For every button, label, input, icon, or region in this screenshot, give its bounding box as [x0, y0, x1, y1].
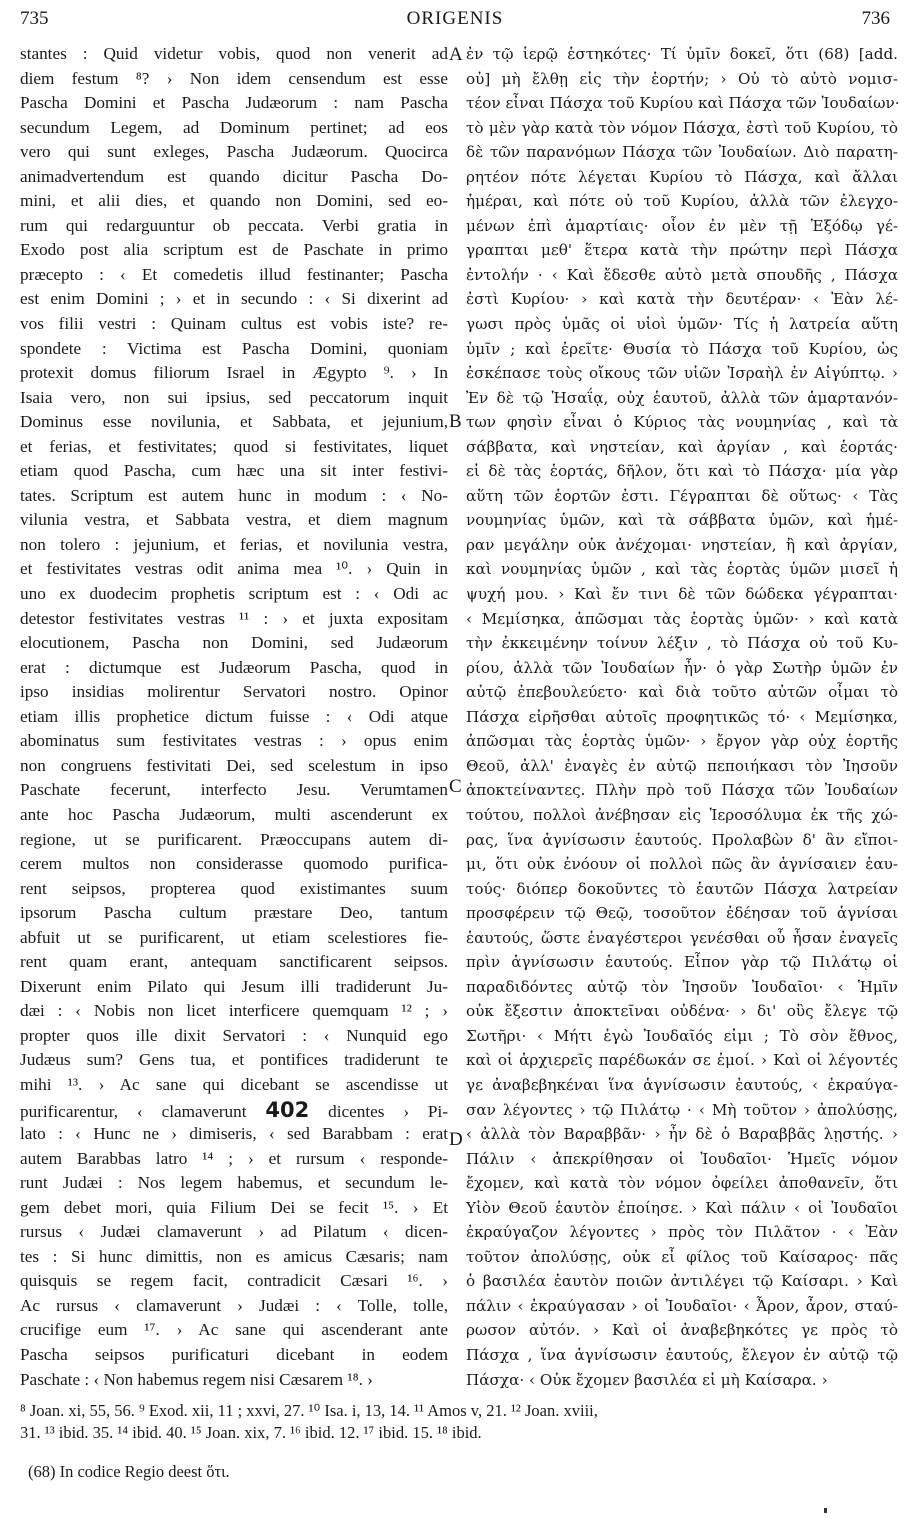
greek-line: ἐκραύγαζον λέγοντες › πρὸς τὸν Πιλᾶτον · ‹ Ἐὰν	[466, 1223, 898, 1242]
greek-line: Πάλιν ‹ ἀπεκρίθησαν οἱ Ἰουδαῖοι· Ἡμεῖς νόμον	[466, 1149, 898, 1168]
greek-line: ἀποκτείναντες. Πλὴν πρὸ τοῦ Πάσχα τῶν Ἰουδαίων	[466, 781, 898, 800]
greek-line: ἐσκέπασε τοὺς οἴκους τῶν υἱῶν Ἰσραὴλ ἐν Αἰγύπτῳ. ›	[466, 364, 898, 383]
greek-line: ἐντολήν · ‹ Καὶ ἔδεσθε αὐτὸ μετὰ σπουδῆς , Πάσχα	[466, 265, 898, 284]
greek-column	[466, 42, 900, 1389]
latin-line: et festivitates vestras odit anima mea ¹⁰. › Quin in	[20, 559, 448, 579]
greek-line: σάββατα, καὶ νηστείαν, καὶ ἀργίαν , καὶ ἑορτάς·	[466, 437, 898, 456]
greek-line: οὐκ ἔξεστιν ἀποκτεῖναι οὐδένα· › δι' οὓς ἔλεγε τῷ	[466, 1002, 898, 1021]
latin-line: vos filii vestri : Quinam cultus est vobis iste? re-	[20, 314, 448, 334]
critical-note: (68) In codice Regio deest ὅτι.	[28, 1462, 230, 1481]
latin-line: elocutionem, Pascha non Domini, sed Judæorum	[20, 633, 448, 653]
latin-line: spondete : Victima est Pascha Domini, quoniam	[20, 338, 448, 358]
speck	[824, 1508, 827, 1513]
greek-line: πάλιν ‹ ἐκραύγασαν › οἱ Ἰουδαῖοι· ‹ Ἆρον, ἆρον, σταύ-	[466, 1296, 898, 1315]
greek-line: ραν μεγάλην οὐκ ἀνέχομαι· νηστείαν, ἢ καὶ ἀργίαν,	[466, 535, 898, 554]
latin-line: purificarentur, ‹ clamaverunt 402 dicentes › Pi-	[20, 1097, 448, 1122]
latin-line: Paschate fecerunt, interfecto Jesu. Verumtamen	[20, 780, 448, 800]
greek-line: ἀπῶσμαι τὰς ἑορτὰς ὑμῶν· › ἔργον γὰρ οὐχ ἑορτῆς	[466, 732, 898, 751]
latin-line: ipsorum Pascha cultum præstare Deo, tantum	[20, 903, 448, 923]
greek-line: οὐ] μὴ ἔλθῃ εἰς τὴν ἑορτήν; › Οὐ τὸ αὐτὸ νομισ-	[466, 69, 898, 88]
latin-line: Pascha Domini et Pascha Judæorum : nam Pascha	[20, 93, 448, 113]
greek-line: ρωσον αὐτόν. › Καὶ οἱ ἀναβεβηκότες γε πρὸς τὸ	[466, 1321, 898, 1340]
latin-line: præcepto : ‹ Et comedetis illud festinanter; Pascha	[20, 264, 448, 284]
latin-line: lato : ‹ Hunc ne › dimiseris, ‹ sed Barabbam : erat	[20, 1124, 448, 1144]
greek-line: μένων ἐπὶ ἁμαρτίαις· οἷον ἐν μὲν τῇ Ἐξόδῳ γέ-	[466, 216, 898, 235]
latin-line: stantes : Quid videtur vobis, quod non venerit ad	[20, 44, 448, 63]
greek-line: νουμηνίας ὑμῶν, καὶ τὰ σάββατα ὑμῶν, καὶ ἡμέ-	[466, 511, 898, 530]
section-marker-b: B	[449, 411, 462, 432]
greek-line: ‹ Μεμίσηκα, ἀπῶσμαι τὰς ἑορτὰς ὑμῶν· › καὶ κατὰ	[466, 609, 898, 628]
greek-line: ψυχή μου. › Καὶ ἔν τινι δὲ τῶν δώδεκα γέγραπται·	[466, 585, 898, 604]
greek-line: σαν λέγοντες › τῷ Πιλάτῳ · ‹ Μὴ τοῦτον › ἀπολύσῃς,	[466, 1100, 898, 1119]
greek-line: καὶ οἱ ἀρχιερεῖς παρέδωκάν σε ἐμοί. › Καὶ οἱ λέγοντές	[466, 1051, 898, 1070]
latin-line: ante hoc Pascha Judæorum, multi ascenderunt ex	[20, 804, 448, 824]
page-number-left: 735	[20, 8, 49, 29]
greek-line: τούς· διόπερ δοκοῦντες τὸ ἑαυτῶν Πάσχα λατρείαν	[466, 879, 898, 898]
running-head	[20, 8, 890, 38]
greek-line: Θεοῦ, ἀλλ' ἐναγὲς ἐν αὐτῷ πεποιήκασι τὸν Ἰησοῦν	[466, 756, 898, 775]
latin-line: diem festum ⁸? › Non idem censendum est esse	[20, 68, 448, 88]
greek-line: τὸ μὲν γὰρ κατὰ τὸν νόμον Πάσχα, ἐστὶ τοῦ Κυρίου, τὸ	[466, 118, 898, 137]
greek-line: ἐν τῷ ἱερῷ ἑστηκότες· Τί ὑμῖν δοκεῖ, ὅτι (68) [add.	[466, 45, 898, 63]
latin-line: propter quos ille dixit Servatori : ‹ Nunquid ego	[20, 1025, 448, 1045]
column-number: 402	[265, 1097, 310, 1122]
greek-line: εἰ δὲ τὰς ἑορτάς, δῆλον, ὅτι καὶ τὸ Πάσχα· μία γὰρ	[466, 462, 898, 481]
latin-line: detestor festivitates vestras ¹¹ : › et juxta expositam	[20, 608, 448, 628]
greek-line: ρητέον πότε λέγεται Κυρίου τὸ Πάσχα, καὶ ἄλλαι	[466, 167, 898, 186]
latin-line: etiam quod Pascha, cum hæc una sit inter festivi-	[20, 461, 448, 481]
greek-line: προσφέρειν τῷ Θεῷ, τοσοῦτον ἐδέησαν τοῦ ἁγνίσαι	[466, 904, 898, 923]
latin-line: rum qui redarguuntur ob peccata. Verbi gratia in	[20, 215, 448, 235]
latin-line: Isaia vero, non sui ipsius, sed peccatorum inquit	[20, 387, 448, 407]
latin-line: Paschate : ‹ Non habemus regem nisi Cæsarem ¹⁸. ›	[20, 1369, 373, 1389]
greek-line: δὲ τῶν παρανόμων Πάσχα τῶν Ἰουδαίων. Διὸ παρατη-	[466, 143, 898, 162]
footnote-line: 31. ¹³ ibid. 35. ¹⁴ ibid. 40. ¹⁵ Joan. xix, 7. ¹⁶ ibid. 12. ¹⁷ ibid. 15. ¹⁸ ibid.	[20, 1423, 482, 1442]
greek-line: παραδιδόντες αὐτῷ τὸν Ἰησοῦν Ἰουδαῖοι· ‹ Ἡμῖν	[466, 977, 898, 996]
greek-line: μι, ὅτι οὐκ ἐνόουν οἱ πολλοὶ πῶς ἂν ἁγνίσαιεν ἑαυ-	[466, 855, 898, 874]
latin-line: dæi : ‹ Nobis non licet interficere quemquam ¹² ; ›	[20, 1001, 448, 1021]
latin-line: quisquis se regem facit, contradicit Cæsari ¹⁶. ›	[20, 1271, 448, 1291]
latin-column	[20, 42, 448, 1389]
section-marker-a: A	[449, 44, 463, 65]
greek-line: Πάσχα , ἵνα ἁγνίσωσιν ἑαυτούς, ἔλεγον ἐν αὐτῷ τῷ	[466, 1345, 898, 1364]
greek-line: Υἱὸν Θεοῦ ἑαυτὸν ἐποίησε. › Καὶ πάλιν ‹ οἱ Ἰουδαῖοι	[466, 1198, 898, 1217]
greek-line: γε ἀναβεβηκέναι ἵνα ἁγνίσωσιν ἑαυτούς, ‹ ἐκραύγα-	[466, 1075, 898, 1094]
latin-line: non congruens festivitati Dei, sed scelestum in ipso	[20, 755, 448, 775]
greek-line: ἔχομεν, καὶ κατὰ τὸν νόμον ὀφείλει ἀποθανεῖν, ὅτι	[466, 1174, 898, 1193]
greek-line: ρίου, ἀλλὰ τῶν Ἰουδαίων ἦν· ὁ γὰρ Σωτὴρ ὑμῶν ἐν	[466, 658, 898, 677]
greek-line: ὁ βασιλέα ἑαυτὸν ποιῶν ἀντιλέγει τῷ Καίσαρι. › Καὶ	[466, 1272, 898, 1291]
latin-line: rent seipsos, propterea quod existimantes suum	[20, 878, 448, 898]
latin-line: secundum Legem, ad Dominum pertinet; ad eos	[20, 117, 448, 137]
section-marker-d: D	[449, 1129, 463, 1150]
greek-line: ρας, ἵνα ἁγνίσωσιν ἑαυτούς. Προλαβὼν δ' ἂν εἴποι-	[466, 830, 898, 849]
greek-line: ἑαυτούς, ὥστε ἐναγέστεροι γενέσθαι οὗ ἦσαν ἐναγεῖς	[466, 928, 898, 947]
latin-line: rursus ‹ Judæi clamaverunt › ad Pilatum ‹ dicen-	[20, 1222, 448, 1242]
greek-line: αὐτῷ ἐπεβουλεύετο· καὶ διὰ τοῦτο αὐτῶν οἶμαι τὸ	[466, 683, 898, 702]
greek-line: των φησὶν εἶναι ὁ Κύριος τὰς νουμηνίας , καὶ τὰ	[466, 413, 898, 432]
greek-line: αὕτη τῶν ἑορτῶν ἐστι. Γέγραπται δὲ οὕτως· ‹ Τὰς	[466, 486, 898, 505]
latin-line: Dixerunt enim Pilato qui Jesum illi tradiderunt Ju-	[20, 976, 448, 996]
latin-line: crucifige eum ¹⁷. › Ac sane qui ascenderant ante	[20, 1320, 448, 1340]
page-number-right: 736	[861, 8, 890, 29]
latin-line: Dominus esse novilunia, et Sabbata, et jejunium,	[20, 412, 448, 432]
greek-line: γωσι πρὸς ὑμᾶς οἱ υἱοὶ ὑμῶν· Τίς ἡ λατρεία αὕτη	[466, 315, 898, 334]
latin-line: erat : dictumque est Judæorum Pascha, quod in	[20, 657, 448, 677]
latin-line: mihi ¹³. › Ac sane qui dicebant se ascendisse ut	[20, 1074, 448, 1094]
latin-line: cerem multos non considerasse quomodo purifica-	[20, 854, 448, 874]
footnotes	[20, 1400, 890, 1444]
greek-line: Πάσχα· ‹ Οὐκ ἔχομεν βασιλέα εἰ μὴ Καίσαρα. ›	[466, 1370, 828, 1389]
greek-line: Πάσχα εἰρῆσθαι αὐτοῖς προφητικῶς τό· ‹ Μεμίσηκα,	[466, 707, 898, 726]
latin-line: vero qui sunt exleges, Pascha Judæorum. Quocirca	[20, 142, 448, 162]
greek-line: ‹ ἀλλὰ τὸν Βαραββᾶν· › ἦν δὲ ὁ Βαραββᾶς λῃστής. ›	[466, 1125, 898, 1144]
latin-line: autem Barabbas latro ¹⁴ ; › et rursum ‹ responde-	[20, 1148, 448, 1168]
greek-line: ἡμέραι, καὶ πότε οὐ τοῦ Κυρίου, ἀλλὰ τῶν ἐλεγχο-	[466, 192, 898, 211]
latin-line: vilunia vestra, et Sabbata vestra, et diem magnum	[20, 510, 448, 530]
greek-line: Ἐν δὲ τῷ Ἡσαΐᾳ, οὐχ ἑαυτοῦ, ἀλλὰ τῶν ἁμαρτανόν-	[466, 388, 898, 407]
running-title: ORIGENIS	[406, 8, 504, 29]
latin-line: ipso insidias molirentur Servatori nostro. Opinor	[20, 682, 448, 702]
latin-line: etiam illis prophetice dictum fuisse : ‹ Odi atque	[20, 706, 448, 726]
greek-line: τοῦτον ἀπολύσῃς, οὐκ εἶ φίλος τοῦ Καίσαρος· πᾶς	[466, 1247, 898, 1266]
greek-line: τὴν ἐκκειμένην τοίνυν λέξιν , τὸ Πάσχα οὐ τοῦ Κυ-	[466, 634, 898, 653]
greek-line: τούτου, πολλοὶ ἀνέβησαν εἰς Ἱεροσόλυμα ἐκ τῆς χώ-	[466, 805, 898, 824]
latin-line: mini, et alii dies, et quando non Domini, sed eo-	[20, 191, 448, 211]
latin-line: est enim Domini ; › et in secundo : ‹ Si dixerint ad	[20, 289, 448, 309]
greek-line: Σωτῆρι· ‹ Μήτι ἐγὼ Ἰουδαῖός εἰμι ; Τὸ σὸν ἔθνος,	[466, 1026, 898, 1045]
latin-line: et ferias, et festivitates; quod si festivitates, liquet	[20, 436, 448, 456]
latin-line: Exodo post alia scriptum est de Paschate in primo	[20, 240, 448, 260]
latin-line: gem debet mori, quia Filium Dei se fecit ¹⁵. › Et	[20, 1197, 448, 1217]
latin-line: uno ex duodecim prophetis scriptum est : ‹ Odi ac	[20, 584, 448, 604]
latin-line: Ac rursus ‹ clamaverunt › Judæi : ‹ Tolle, tolle,	[20, 1295, 448, 1315]
latin-line: non tolero : jejunium, et ferias, et novilunia vestra,	[20, 534, 448, 554]
footnote-line: ⁸ Joan. xi, 55, 56. ⁹ Exod. xii, 11 ; xxvi, 27. ¹⁰ Isa. i, 13, 14. ¹¹ Amos v, 21. ¹² Joan. xviii,	[20, 1401, 598, 1420]
latin-line: abominatus sum festivitates vestras : › opus enim	[20, 731, 448, 751]
latin-line: tates. Scriptum est autem hunc in modum : ‹ No-	[20, 485, 448, 505]
greek-line: ὑμῖν ; καὶ ἐρεῖτε· Θυσία τὸ Πάσχα τοῦ Κυρίου, ὡς	[466, 339, 898, 358]
greek-line: πρὶν ἁγνίσωσιν ἑαυτούς. Εἶπον γὰρ τῷ Πιλάτῳ οἱ	[466, 953, 898, 972]
latin-line: tes : Si hunc dimittis, non es amicus Cæsaris; nam	[20, 1246, 448, 1266]
latin-line: protexit domus filiorum Israel in Ægypto ⁹. › In	[20, 363, 448, 383]
greek-line: γραπται μεθ' ἕτερα κατὰ τὴν πρώτην περὶ Πάσχα	[466, 241, 898, 260]
greek-line: ἐστὶ Κυρίου· › καὶ κατὰ τὴν δευτέραν· ‹ Ἐὰν λέ-	[466, 290, 898, 309]
greek-line: καὶ νουμηνίας ὑμῶν , καὶ τὰς ἑορτὰς ὑμῶν μισεῖ ἡ	[466, 560, 898, 579]
latin-line: animadvertendum est quando dicitur Pascha Do-	[20, 166, 448, 186]
latin-line: Judæus sum? Gens tua, et pontifices tradiderunt te	[20, 1050, 448, 1070]
latin-line: rent quam erant, antequam sanctificarent seipsos.	[20, 952, 448, 972]
section-marker-c: C	[449, 776, 462, 797]
latin-line: Pascha seipsos purificaturi dicebant in eodem	[20, 1344, 448, 1364]
latin-line: abfuit ut se purificarent, ut etiam scelestiores fie-	[20, 927, 448, 947]
greek-line: τέον εἶναι Πάσχα τοῦ Κυρίου καὶ Πάσχα τῶν Ἰουδαίων·	[466, 94, 900, 113]
latin-line: runt Judæi : Nos legem habemus, et secundum le-	[20, 1173, 448, 1193]
latin-line: regione, ut se purificarent. Præoccupans autem di-	[20, 829, 448, 849]
